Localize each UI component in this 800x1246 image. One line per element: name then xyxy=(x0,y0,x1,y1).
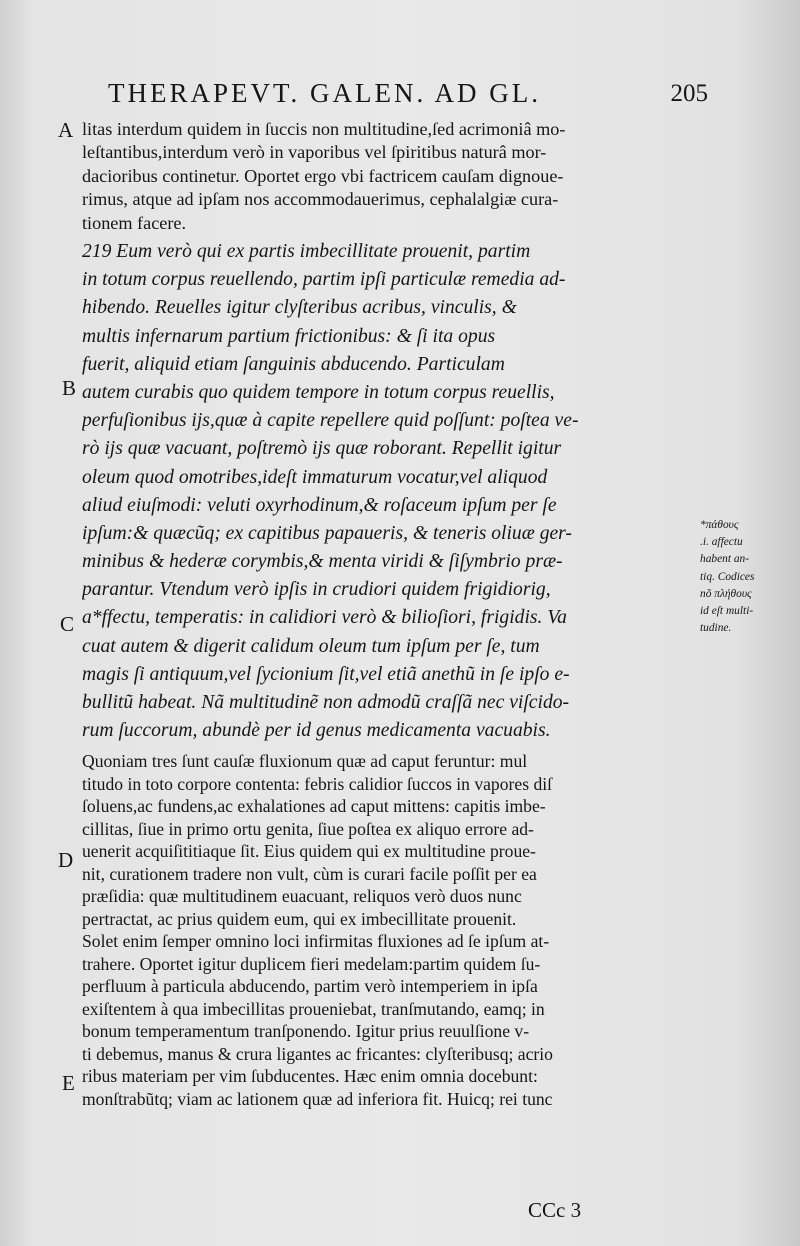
text-line: Solet enim ſemper omnino loci infirmitas fluxiones ad ſe ipſum at- xyxy=(82,931,550,951)
signature-mark: CCc 3 xyxy=(528,1198,582,1222)
text-line: rò ijs quæ vacuant, poſtremò ijs quæ roborant. Repellit igitur xyxy=(82,438,562,460)
text-line: multis infernarum partium frictionibus: & ſi ita opus xyxy=(82,325,496,347)
text-line: parantur. Vtendum verò ipſis in crudiori quidem frigidiorig, xyxy=(82,579,551,601)
text-line: exiſtentem à qua imbecillitas proueniebat, tranſmutando, eamq; in xyxy=(82,998,545,1019)
note-line: *πάθους xyxy=(700,519,739,531)
note-line: tiq. Codices xyxy=(700,570,755,583)
text-line: dacioribus continetur. Oportet ergo vbi factricem cauſam dignoue- xyxy=(82,165,564,186)
text-line: perfluum à particula abducendo, partim verò intemperiem in ipſa xyxy=(82,976,538,996)
note-line: id eſt multi- xyxy=(700,604,754,617)
text-line: 219 Eum verò qui ex partis imbecillitate prouenit, partim xyxy=(82,241,531,262)
margin-letter-d: D xyxy=(58,848,74,872)
text-line: bullitũ habeat. Nã multitudinẽ non admodũ craſſã nec viſcido- xyxy=(82,692,570,713)
note-line: .i. affectu xyxy=(700,536,743,549)
note-line: tudine. xyxy=(700,622,732,635)
text-line: a*ffectu, temperatis: in calidiori verò & bilioſiori, frigidis. Va xyxy=(82,607,567,629)
marginal-note xyxy=(700,517,798,637)
running-title: THERAPEVT. GALEN. AD GL. xyxy=(108,78,541,108)
text-line: fuerit, aliquid etiam ſanguinis abducendo. Particulam xyxy=(82,353,505,375)
text-line: litas interdum quidem in ſuccis non multitudine,ſed acrimoniâ mo- xyxy=(82,119,566,139)
running-header xyxy=(108,78,708,118)
text-line: rimus, atque ad ipſam nos accommodauerimus, cephalalgiæ cura- xyxy=(82,189,559,210)
text-line: ti debemus, manus & crura ligantes ac fricantes: clyſteribusq; acrio xyxy=(82,1043,553,1064)
text-line: leſtantibus,interdum verò in vaporibus vel ſpiritibus naturâ mor- xyxy=(82,142,547,163)
text-line: monſtrabũtq; viam ac lationem quæ ad inferiora fit. Huicq; rei tunc xyxy=(82,1088,553,1109)
margin-letter-a: A xyxy=(58,118,74,142)
text-line: ribus materiam per vim ſubducentes. Hæc enim omnia docebunt: xyxy=(82,1066,538,1086)
text-line: oleum quod omotribes,ideſt immaturum vocatur,vel aliquod xyxy=(82,466,548,488)
text-line: Quoniam tres ſunt cauſæ fluxionum quæ ad caput feruntur: mul xyxy=(82,751,528,771)
paragraph-3 xyxy=(82,750,704,1110)
text-line: hibendo. Reuelles igitur clyſteribus acribus, vinculis, & xyxy=(82,297,517,319)
text-line: magis ſi antiquum,vel ſycionium ſit,vel etiã anethũ in ſe ipſo e- xyxy=(82,663,570,685)
text-line: aliud eiuſmodi: veluti oxyrhodinum,& roſaceum ipſum per ſe xyxy=(82,494,557,516)
note-line: nõ πλήθους xyxy=(700,587,752,600)
text-line: pertractat, ac prius quidem eum, qui ex imbecillitate prouenit. xyxy=(82,908,517,929)
page-number: 205 xyxy=(670,80,708,107)
paragraph-1 xyxy=(82,118,702,235)
text-line: autem curabis quo quidem tempore in totum corpus reuellis, xyxy=(82,381,555,403)
text-line: tionem facere. xyxy=(82,212,187,233)
margin-letter-c: C xyxy=(60,612,75,636)
text-line: in totum corpus reuellendo, partim ipſi particulæ remedia ad- xyxy=(82,269,566,291)
note-line: habent an- xyxy=(700,553,750,566)
text-line: perfuſionibus ijs,quæ à capite repellere quid poſſunt: poſtea ve- xyxy=(82,410,579,432)
text-line: cuat autem & digerit calidum oleum tum ipſum per ſe, tum xyxy=(82,635,540,657)
paragraph-2 xyxy=(82,238,704,745)
text-line: rum ſuccorum, abundè per id genus medicamenta vacuabis. xyxy=(82,720,551,742)
margin-letter-e: E xyxy=(62,1071,75,1095)
text-line: nit, curationem tradere non vult, cùm is curari facile poſſit per ea xyxy=(82,863,537,884)
text-line: trahere. Oportet igitur duplicem fieri medelam:partim quidem ſu- xyxy=(82,953,541,974)
text-line: titudo in toto corpore contenta: febris calidior ſuccos in vapores diſ xyxy=(82,773,553,794)
text-line: ipſum:& quæcũq; ex capitibus papaueris, & teneris oliuæ ger- xyxy=(82,522,572,544)
text-line: uenerit acquiſititiaque ſit. Eius quidem qui ex multitudine proue- xyxy=(82,841,536,861)
margin-letter-b: B xyxy=(62,376,77,400)
text-line: minibus & hederæ corymbis,& menta viridi & ſiſymbrio præ- xyxy=(82,551,563,573)
text-line: præſidia: quæ multitudinem euacuant, reliquos verò duos nunc xyxy=(82,886,522,906)
text-line: ſoluens,ac fundens,ac exhalationes ad caput mittens: capitis imbe- xyxy=(82,796,546,816)
text-line: cillitas, ſiue in primo ortu genita, ſiue poſtea ex aliquo errore ad- xyxy=(82,818,534,839)
text-line: bonum temperamentum tranſponendo. Igitur prius reuulſione v- xyxy=(82,1021,530,1041)
